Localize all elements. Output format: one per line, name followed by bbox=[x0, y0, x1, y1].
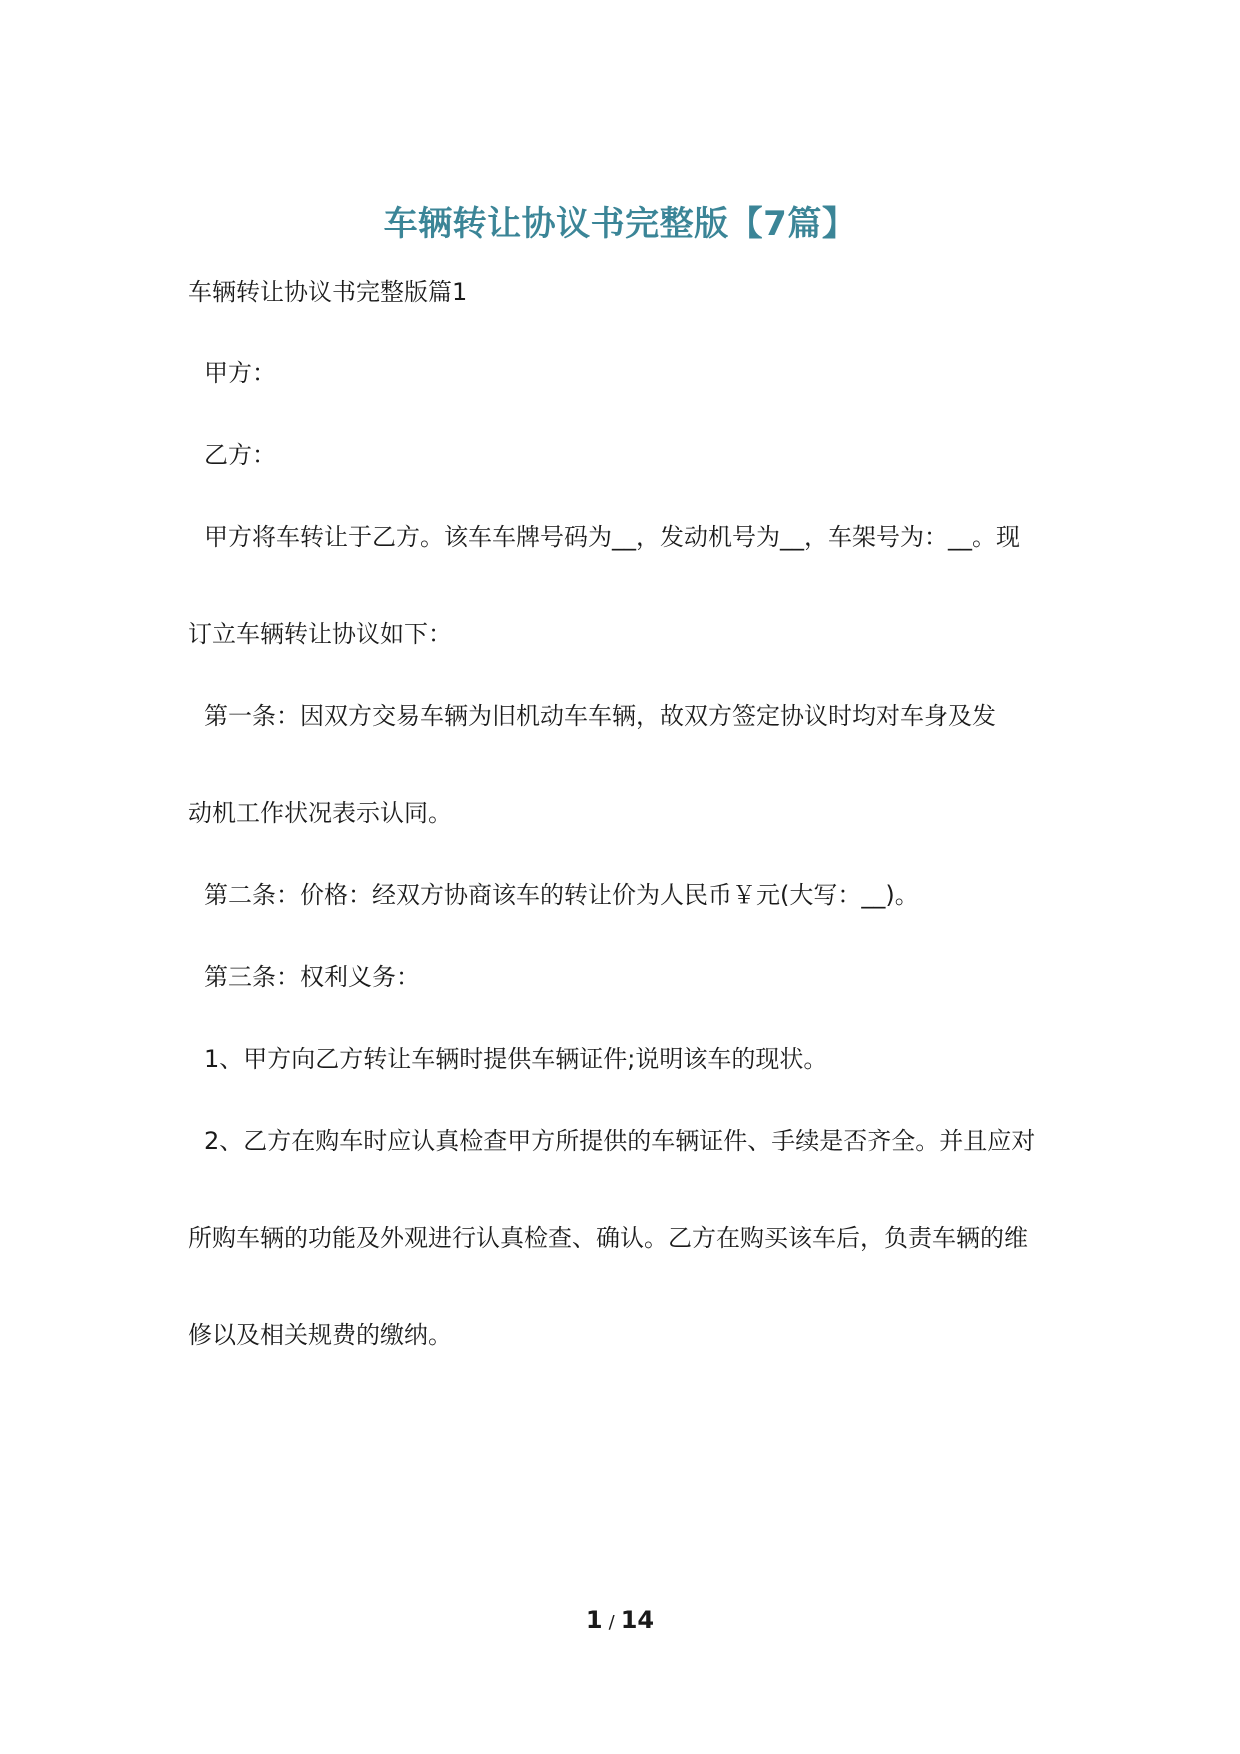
article-two-line: 第二条：价格：经双方协商该车的转让价为人民币￥元(大写：__)。 bbox=[204, 881, 919, 909]
page-total: 14 bbox=[620, 1606, 655, 1634]
clause-one-line: 1、甲方向乙方转让车辆时提供车辆证件;说明该车的现状。 bbox=[204, 1045, 828, 1073]
paragraph-line: 动机工作状况表示认同。 bbox=[188, 799, 452, 827]
party-a-line: 甲方： bbox=[204, 359, 276, 387]
page-separator: / bbox=[608, 1612, 615, 1633]
paragraph-line: 修以及相关规费的缴纳。 bbox=[188, 1321, 452, 1349]
article-three-line: 第三条：权利义务： bbox=[204, 963, 420, 991]
section-heading: 车辆转让协议书完整版篇1 bbox=[188, 278, 468, 306]
page-number bbox=[0, 1606, 1240, 1634]
paragraph-line: 订立车辆转让协议如下： bbox=[188, 620, 452, 648]
paragraph-line: 所购车辆的功能及外观进行认真检查、确认。乙方在购买该车后，负责车辆的维 bbox=[188, 1224, 1028, 1252]
clause-two-line: 2、乙方在购车时应认真检查甲方所提供的车辆证件、手续是否齐全。并且应对 bbox=[204, 1127, 1036, 1155]
paragraph-line: 甲方将车转让于乙方。该车车牌号码为__，发动机号为__，车架号为：__。现 bbox=[204, 523, 1020, 551]
document-title: 车辆转让协议书完整版【7篇】 bbox=[383, 204, 857, 244]
article-one-line: 第一条：因双方交易车辆为旧机动车车辆，故双方签定协议时均对车身及发 bbox=[204, 702, 996, 730]
party-b-line: 乙方： bbox=[204, 441, 276, 469]
page-current: 1 bbox=[585, 1606, 603, 1634]
